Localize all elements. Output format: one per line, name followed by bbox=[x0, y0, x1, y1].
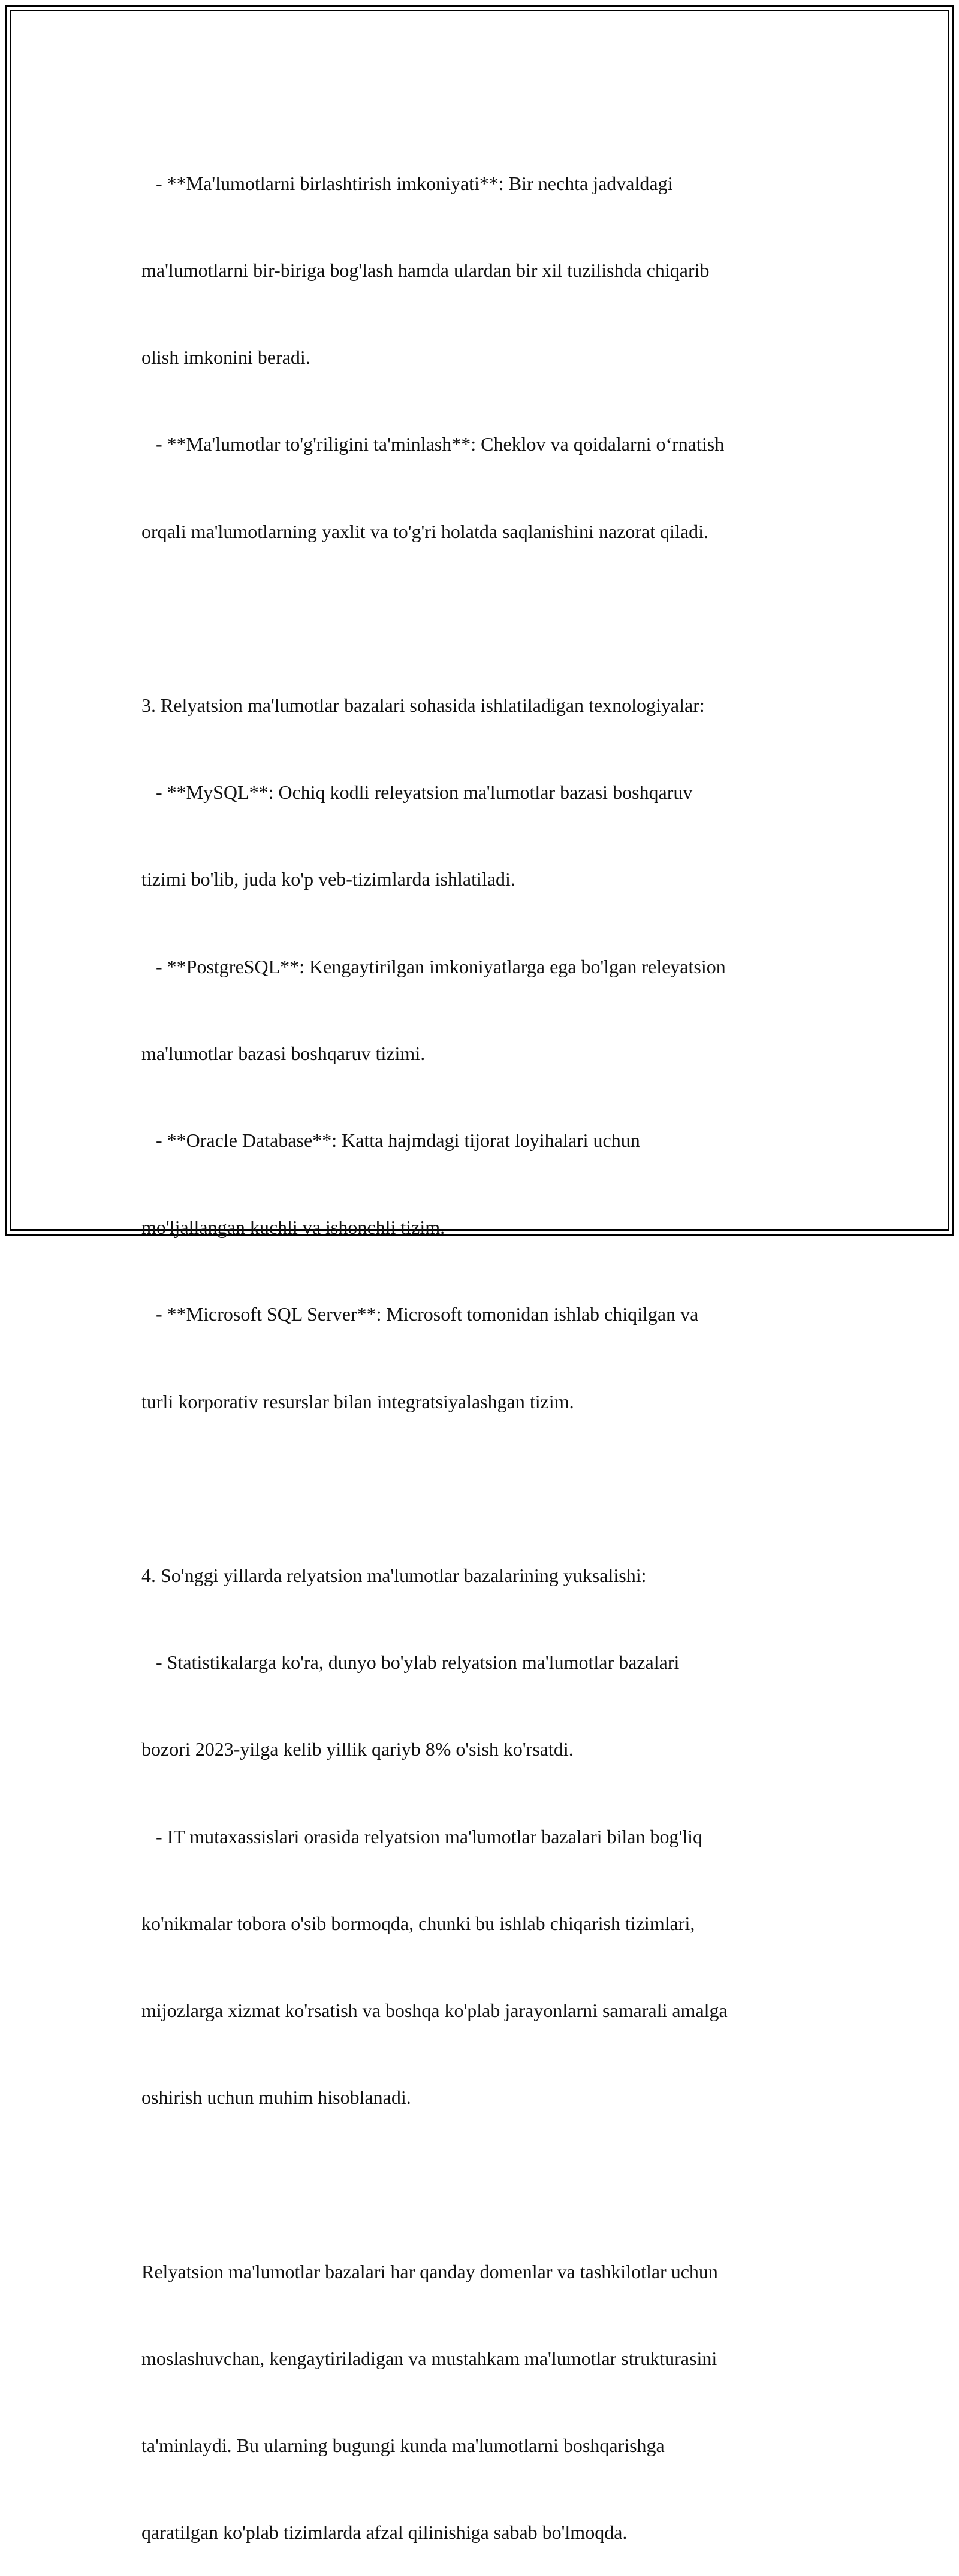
text-line: - Statistikalarga ko'ra, dunyo bo'ylab relyatsion ma'lumotlar bazalari bbox=[141, 1651, 680, 1674]
section-heading: 3. Relyatsion ma'lumotlar bazalari sohasida ishlatiladigan texnologiyalar: bbox=[141, 694, 705, 717]
text-line: tizimi bo'lib, juda ko'p veb-tizimlarda ishlatiladi. bbox=[141, 868, 515, 890]
section-heading: 4. So'nggi yillarda relyatsion ma'lumotlar bazalarining yuksalishi: bbox=[141, 1565, 647, 1587]
text-line: - **PostgreSQL**: Kengaytirilgan imkoniyatlarga ega bo'lgan releyatsion bbox=[141, 955, 726, 977]
conclusion-line: moslashuvchan, kengaytiriladigan va mustahkam ma'lumotlar strukturasini bbox=[141, 2347, 717, 2369]
paragraph-gap bbox=[141, 604, 825, 633]
text-line: ma'lumotlar bazasi boshqaruv tizimi. bbox=[141, 1042, 426, 1064]
conclusion-line: Relyatsion ma'lumotlar bazalari har qanday domenlar va tashkilotlar uchun bbox=[141, 2260, 718, 2282]
text-line: - IT mutaxassislari orasida relyatsion ma'lumotlar bazalari bilan bog'liq bbox=[141, 1825, 703, 1847]
text-line: - **Microsoft SQL Server**: Microsoft tomonidan ishlab chiqilgan va bbox=[141, 1303, 699, 1325]
paragraph-gap bbox=[141, 2170, 825, 2198]
conclusion-line: qaratilgan ko'plab tizimlarda afzal qilinishiga sabab bo'lmoqda. bbox=[141, 2521, 628, 2544]
paragraph-gap bbox=[141, 1474, 825, 1503]
document-body bbox=[141, 111, 825, 2576]
text-line: turli korporativ resurslar bilan integratsiyalashgan tizim. bbox=[141, 1390, 574, 1412]
text-line: - **Oracle Database**: Katta hajmdagi tijorat loyihalari uchun bbox=[141, 1130, 640, 1152]
text-line: olish imkonini beradi. bbox=[141, 346, 310, 369]
conclusion-line: ta'minlaydi. Bu ularning bugungi kunda ma'lumotlarni boshqarishga bbox=[141, 2435, 665, 2457]
text-line: oshirish uchun muhim hisoblanadi. bbox=[141, 2086, 411, 2109]
text-line: mo'ljallangan kuchli va ishonchli tizim. bbox=[141, 1216, 445, 1239]
text-line: ko'nikmalar tobora o'sib bormoqda, chunki bu ishlab chiqarish tizimlari, bbox=[141, 1912, 695, 1934]
text-line: mijozlarga xizmat ko'rsatish va boshqa ko'plab jarayonlarni samarali amalga bbox=[141, 2000, 728, 2022]
text-line: orqali ma'lumotlarning yaxlit va to'g'ri holatda saqlanishini nazorat qiladi. bbox=[141, 520, 708, 542]
text-line: ma'lumotlarni bir-biriga bog'lash hamda ulardan bir xil tuzilishda chiqarib bbox=[141, 259, 710, 282]
text-line: - **MySQL**: Ochiq kodli releyatsion ma'lumotlar bazasi boshqaruv bbox=[141, 781, 693, 804]
text-line: - **Ma'lumotlarni birlashtirish imkoniyati**: Bir nechta jadvaldagi bbox=[141, 172, 673, 194]
text-line: - **Ma'lumotlar to'g'riligini ta'minlash**: Cheklov va qoidalarni o‘rnatish bbox=[141, 433, 725, 455]
text-line: bozori 2023-yilga kelib yillik qariyb 8% o'sish ko'rsatdi. bbox=[141, 1738, 574, 1760]
